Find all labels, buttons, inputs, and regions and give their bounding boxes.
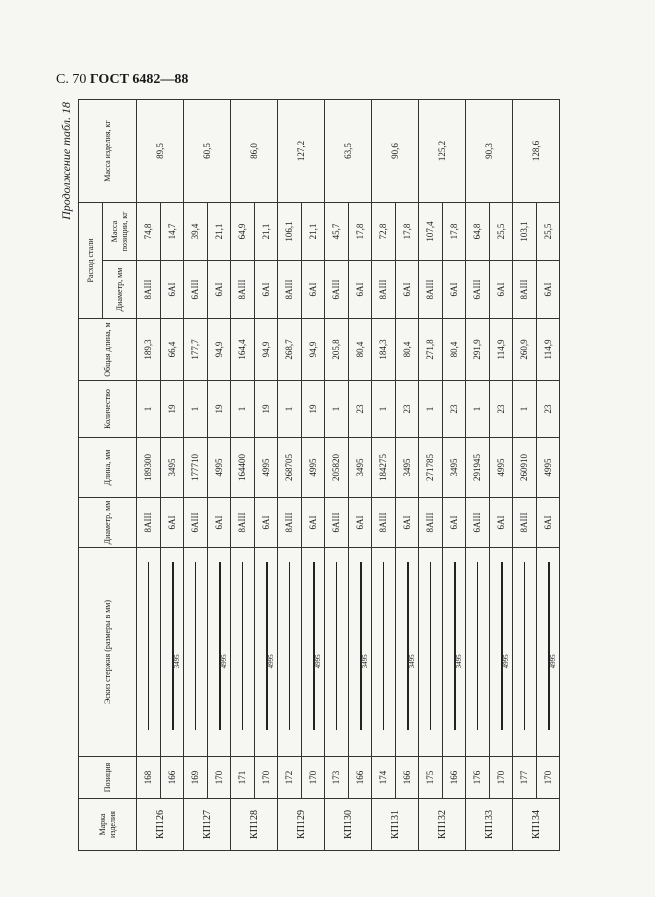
total-length-cell: 291,9 <box>466 319 490 381</box>
steel-mass-cell: 21,1 <box>207 203 231 261</box>
sketch-cell <box>160 548 184 757</box>
quantity-cell: 19 <box>301 381 325 438</box>
diameter-cell: 6АIII <box>466 498 490 548</box>
diameter-cell: 6АI <box>301 498 325 548</box>
rod-length-label: 4995 <box>501 654 510 669</box>
position-cell: 170 <box>254 757 278 799</box>
table-row <box>160 100 184 851</box>
table-row <box>395 100 419 851</box>
length-cell: 3495 <box>348 438 372 498</box>
product-mass-cell: 86,0 <box>231 100 278 203</box>
col-steel-group: Расход стали <box>79 203 103 319</box>
steel-diameter-cell: 8АIII <box>137 261 161 319</box>
length-cell: 177710 <box>184 438 208 498</box>
total-length-cell: 80,4 <box>348 319 372 381</box>
length-cell: 4995 <box>536 438 560 498</box>
col-diameter: Диаметр, мм <box>79 498 137 548</box>
rod-line <box>360 562 362 729</box>
quantity-cell: 23 <box>442 381 466 438</box>
total-length-cell: 184,3 <box>372 319 396 381</box>
quantity-cell: 1 <box>137 381 161 438</box>
length-cell: 184275 <box>372 438 396 498</box>
sketch-cell <box>325 548 349 757</box>
diameter-cell: 6АIII <box>184 498 208 548</box>
total-length-cell: 94,9 <box>207 319 231 381</box>
col-quantity: Количество <box>79 381 137 438</box>
position-cell: 174 <box>372 757 396 799</box>
rod-line <box>336 562 337 729</box>
total-length-cell: 177,7 <box>184 319 208 381</box>
steel-diameter-cell: 6АI <box>160 261 184 319</box>
steel-mass-cell: 17,8 <box>348 203 372 261</box>
rod-line <box>454 562 456 729</box>
rod-length-label: 4995 <box>266 654 275 669</box>
col-steel-diameter: Диаметр, мм <box>103 261 137 319</box>
col-mark: Марка изделия <box>79 799 137 851</box>
rod-line <box>148 562 149 729</box>
position-cell: 170 <box>207 757 231 799</box>
mark-cell: КП127 <box>184 799 231 851</box>
quantity-cell: 1 <box>278 381 302 438</box>
position-cell: 171 <box>231 757 255 799</box>
total-length-cell: 80,4 <box>395 319 419 381</box>
position-cell: 166 <box>442 757 466 799</box>
sketch-cell <box>372 548 396 757</box>
steel-mass-cell: 103,1 <box>513 203 537 261</box>
steel-diameter-cell: 6АI <box>348 261 372 319</box>
quantity-cell: 23 <box>536 381 560 438</box>
steel-mass-cell: 74,8 <box>137 203 161 261</box>
product-mass-cell: 125,2 <box>419 100 466 203</box>
rod-length-label: 4995 <box>313 654 322 669</box>
rod-line <box>524 562 525 729</box>
sketch-cell <box>489 548 513 757</box>
total-length-cell: 94,9 <box>254 319 278 381</box>
steel-diameter-cell: 8АIII <box>231 261 255 319</box>
length-cell: 3495 <box>442 438 466 498</box>
steel-diameter-cell: 6АIII <box>184 261 208 319</box>
quantity-cell: 1 <box>419 381 443 438</box>
quantity-cell: 19 <box>207 381 231 438</box>
diameter-cell: 8АIII <box>513 498 537 548</box>
product-mass-cell: 90,6 <box>372 100 419 203</box>
steel-mass-cell: 21,1 <box>254 203 278 261</box>
position-cell: 168 <box>137 757 161 799</box>
diameter-cell: 6АI <box>536 498 560 548</box>
col-total-length: Общая длина, м <box>79 319 137 381</box>
position-cell: 176 <box>466 757 490 799</box>
steel-diameter-cell: 6АI <box>489 261 513 319</box>
continuation-label: Продолжение табл. 18 <box>59 102 73 220</box>
rod-line <box>477 562 478 729</box>
rod-line <box>172 562 174 729</box>
sketch-cell <box>184 548 208 757</box>
position-cell: 172 <box>278 757 302 799</box>
quantity-cell: 23 <box>489 381 513 438</box>
position-cell: 170 <box>536 757 560 799</box>
quantity-cell: 19 <box>254 381 278 438</box>
length-cell: 4995 <box>207 438 231 498</box>
table-row <box>489 100 513 851</box>
table-row <box>184 100 208 851</box>
steel-diameter-cell: 6АI <box>207 261 231 319</box>
table-row <box>278 100 302 851</box>
diameter-cell: 6АI <box>254 498 278 548</box>
table-row <box>231 100 255 851</box>
quantity-cell: 1 <box>372 381 396 438</box>
steel-diameter-cell: 6АIII <box>325 261 349 319</box>
product-mass-cell: 63,5 <box>325 100 372 203</box>
steel-diameter-cell: 6АI <box>301 261 325 319</box>
table-row <box>348 100 372 851</box>
sketch-cell <box>536 548 560 757</box>
quantity-cell: 23 <box>348 381 372 438</box>
steel-mass-cell: 64,9 <box>231 203 255 261</box>
position-cell: 170 <box>301 757 325 799</box>
sketch-cell <box>442 548 466 757</box>
total-length-cell: 114,9 <box>489 319 513 381</box>
rod-line <box>195 562 196 729</box>
diameter-cell: 8АIII <box>372 498 396 548</box>
rod-line <box>383 562 384 729</box>
rod-length-label: 4995 <box>548 654 557 669</box>
table-row <box>254 100 278 851</box>
table-row <box>137 100 161 851</box>
length-cell: 164400 <box>231 438 255 498</box>
diameter-cell: 8АIII <box>278 498 302 548</box>
length-cell: 260910 <box>513 438 537 498</box>
rod-line <box>289 562 290 729</box>
steel-mass-cell: 72,8 <box>372 203 396 261</box>
mark-cell: КП131 <box>372 799 419 851</box>
product-mass-cell: 90,3 <box>466 100 513 203</box>
product-mass-cell: 89,5 <box>137 100 184 203</box>
sketch-cell <box>348 548 372 757</box>
steel-diameter-cell: 6АI <box>536 261 560 319</box>
position-cell: 166 <box>395 757 419 799</box>
rotated-table-block <box>56 100 634 851</box>
diameter-cell: 6АI <box>442 498 466 548</box>
position-cell: 166 <box>160 757 184 799</box>
rod-length-label: 3495 <box>172 654 181 669</box>
mark-cell: КП132 <box>419 799 466 851</box>
mark-cell: КП130 <box>325 799 372 851</box>
mark-cell: КП126 <box>137 799 184 851</box>
standard-title: ГОСТ 6482—88 <box>89 72 189 87</box>
sketch-cell <box>513 548 537 757</box>
table-row <box>513 100 537 851</box>
total-length-cell: 66,4 <box>160 319 184 381</box>
position-cell: 170 <box>489 757 513 799</box>
sketch-cell <box>278 548 302 757</box>
steel-diameter-cell: 8АIII <box>278 261 302 319</box>
total-length-cell: 114,9 <box>536 319 560 381</box>
steel-mass-cell: 64,8 <box>466 203 490 261</box>
product-mass-cell: 127,2 <box>278 100 325 203</box>
sketch-cell <box>207 548 231 757</box>
total-length-cell: 189,3 <box>137 319 161 381</box>
col-length: Длина, мм <box>79 438 137 498</box>
steel-mass-cell: 17,8 <box>442 203 466 261</box>
rod-line <box>548 562 550 729</box>
table-row <box>372 100 396 851</box>
rod-line <box>242 562 243 729</box>
quantity-cell: 1 <box>325 381 349 438</box>
quantity-cell: 1 <box>184 381 208 438</box>
diameter-cell: 6АI <box>160 498 184 548</box>
length-cell: 205820 <box>325 438 349 498</box>
diameter-cell: 6АI <box>207 498 231 548</box>
diameter-cell: 6АI <box>348 498 372 548</box>
length-cell: 4995 <box>489 438 513 498</box>
rod-length-label: 4995 <box>219 654 228 669</box>
product-mass-cell: 60,5 <box>184 100 231 203</box>
steel-diameter-cell: 6АI <box>395 261 419 319</box>
sketch-cell <box>419 548 443 757</box>
length-cell: 291945 <box>466 438 490 498</box>
total-length-cell: 205,8 <box>325 319 349 381</box>
col-sketch: Эскиз стержня (размеры в мм) <box>79 548 137 757</box>
page-header <box>56 72 188 88</box>
steel-mass-cell: 25,5 <box>489 203 513 261</box>
table-row <box>301 100 325 851</box>
position-cell: 175 <box>419 757 443 799</box>
sketch-cell <box>231 548 255 757</box>
quantity-cell: 1 <box>466 381 490 438</box>
col-steel-mass: Масса позиции, кг <box>103 203 137 261</box>
mark-cell: КП128 <box>231 799 278 851</box>
diameter-cell: 8АIII <box>137 498 161 548</box>
position-cell: 177 <box>513 757 537 799</box>
steel-mass-cell: 14,7 <box>160 203 184 261</box>
diameter-cell: 6АI <box>489 498 513 548</box>
table-row <box>536 100 560 851</box>
total-length-cell: 80,4 <box>442 319 466 381</box>
length-cell: 271785 <box>419 438 443 498</box>
steel-mass-cell: 45,7 <box>325 203 349 261</box>
quantity-cell: 23 <box>395 381 419 438</box>
total-length-cell: 271,8 <box>419 319 443 381</box>
table-row <box>466 100 490 851</box>
col-product-mass: Масса изделия, кг <box>79 100 137 203</box>
mark-cell: КП134 <box>513 799 560 851</box>
total-length-cell: 164,4 <box>231 319 255 381</box>
rod-line <box>407 562 409 729</box>
length-cell: 4995 <box>301 438 325 498</box>
rod-line <box>266 562 268 729</box>
page-number: С. 70 <box>56 72 87 87</box>
steel-mass-cell: 106,1 <box>278 203 302 261</box>
steel-diameter-cell: 8АIII <box>372 261 396 319</box>
position-cell: 173 <box>325 757 349 799</box>
length-cell: 3495 <box>395 438 419 498</box>
diameter-cell: 8АIII <box>419 498 443 548</box>
steel-mass-cell: 25,5 <box>536 203 560 261</box>
length-cell: 4995 <box>254 438 278 498</box>
position-cell: 166 <box>348 757 372 799</box>
mark-cell: КП133 <box>466 799 513 851</box>
sketch-cell <box>137 548 161 757</box>
steel-mass-cell: 17,8 <box>395 203 419 261</box>
product-mass-cell: 128,6 <box>513 100 560 203</box>
quantity-cell: 19 <box>160 381 184 438</box>
rod-line <box>501 562 503 729</box>
table-row <box>442 100 466 851</box>
rod-length-label: 3495 <box>454 654 463 669</box>
table-row <box>419 100 443 851</box>
quantity-cell: 1 <box>231 381 255 438</box>
total-length-cell: 260,9 <box>513 319 537 381</box>
steel-diameter-cell: 6АI <box>254 261 278 319</box>
table-row <box>325 100 349 851</box>
sketch-cell <box>254 548 278 757</box>
total-length-cell: 268,7 <box>278 319 302 381</box>
rod-line <box>313 562 315 729</box>
rod-length-label: 3495 <box>360 654 369 669</box>
diameter-cell: 6АIII <box>325 498 349 548</box>
rebar-table <box>78 99 560 851</box>
steel-diameter-cell: 6АIII <box>466 261 490 319</box>
steel-diameter-cell: 8АIII <box>513 261 537 319</box>
length-cell: 268705 <box>278 438 302 498</box>
total-length-cell: 94,9 <box>301 319 325 381</box>
mark-cell: КП129 <box>278 799 325 851</box>
table-body <box>137 100 560 851</box>
length-cell: 189300 <box>137 438 161 498</box>
rod-line <box>219 562 221 729</box>
quantity-cell: 1 <box>513 381 537 438</box>
col-position: Позиция <box>79 757 137 799</box>
steel-diameter-cell: 8АIII <box>419 261 443 319</box>
steel-mass-cell: 107,4 <box>419 203 443 261</box>
steel-diameter-cell: 6АI <box>442 261 466 319</box>
length-cell: 3495 <box>160 438 184 498</box>
diameter-cell: 6АI <box>395 498 419 548</box>
sketch-cell <box>301 548 325 757</box>
steel-mass-cell: 39,4 <box>184 203 208 261</box>
diameter-cell: 8АIII <box>231 498 255 548</box>
sketch-cell <box>395 548 419 757</box>
sketch-cell <box>466 548 490 757</box>
rod-line <box>430 562 431 729</box>
table-row <box>207 100 231 851</box>
steel-mass-cell: 21,1 <box>301 203 325 261</box>
position-cell: 169 <box>184 757 208 799</box>
rod-length-label: 3495 <box>407 654 416 669</box>
